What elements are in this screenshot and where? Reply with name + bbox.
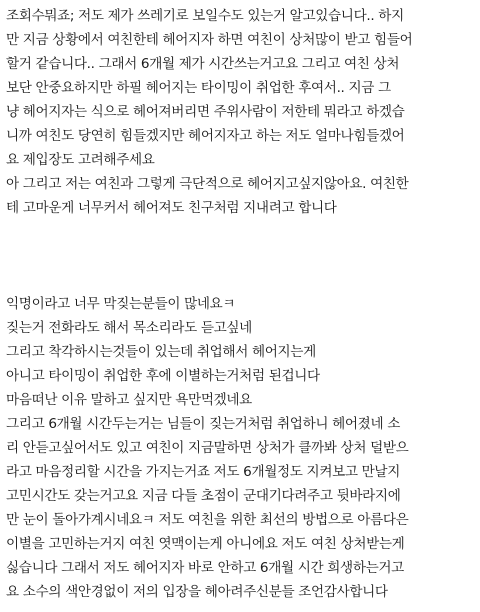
text-line: 라고 마음정리할 시간을 가지는거죠 저도 6개월정도 지켜보고 만날지: [6, 464, 400, 480]
text-line: 테 고마운게 너무커서 헤어져도 친구처럼 지내려고 합니다: [6, 200, 337, 216]
text-line: 할거 같습니다.. 그래서 6개월 제가 시간쓰는거고요 그리고 여친 상처: [6, 56, 400, 72]
text-line: 만 눈이 돌아가계시네요ㅋ 저도 여친을 위한 최선의 방법으로 아름다은: [6, 512, 409, 528]
text-line: 익명이라고 너무 막짖는분들이 많네요ㅋ: [6, 296, 236, 312]
text-line: 짖는거 전화라도 해서 목소리라도 듣고싶네: [6, 320, 252, 336]
text-line: 냥 헤어지자는 식으로 헤어져버리면 주위사람이 저한테 뭐라고 하겠습: [6, 104, 405, 120]
text-line: 리 안듣고싶어서도 있고 여친이 지금말하면 상처가 클까봐 상처 덜받으: [6, 440, 409, 456]
text-line: 아니고 타이밍이 취업한 후에 이별하는거처럼 된겁니다: [6, 368, 320, 384]
text-line: 마음떠난 이유 말하고 싶지만 욕만먹겠네요: [6, 392, 252, 408]
text-line: 보단 안중요하지만 하필 헤어지는 타이밍이 취업한 후여서.. 지금 그: [6, 80, 391, 96]
text-line: 요 제입장도 고려해주세요: [6, 152, 155, 168]
text-line: 이별을 고민하는거지 여친 엿맥이는게 아니에요 저도 여친 상처받는게: [6, 536, 405, 552]
text-line: 아 그리고 저는 여친과 그렇게 극단적으로 헤어지고싶지않아요. 여친한: [6, 176, 409, 192]
post-body: [6, 4, 476, 604]
paragraph-1: [6, 4, 476, 220]
paragraph-spacer: [6, 220, 476, 292]
text-line: 그리고 6개월 시간두는거는 님들이 짖는거처럼 취업하니 헤어졌네 소: [6, 416, 400, 432]
text-line: 조회수뭐죠; 저도 제가 쓰레기로 보일수도 있는거 알고있습니다.. 하지: [6, 8, 404, 24]
text-line: 고민시간도 갖는거고요 지금 다들 초점이 군대기다려주고 뒷바라지에: [6, 488, 401, 504]
text-line: 싫습니다 그래서 저도 헤어지자 바로 안하고 6개월 시간 희생하는거고: [6, 560, 404, 576]
text-line: 그리고 착각하시는것들이 있는데 취업해서 헤어지는게: [6, 344, 316, 360]
text-line: 요 소수의 색안경없이 저의 입장을 헤아려주신분들 조언감사합니다: [6, 584, 388, 600]
paragraph-2: [6, 292, 476, 604]
text-line: 만 지금 상황에서 여친한테 헤어지자 하면 여친이 상처많이 받고 힘들어: [6, 32, 413, 48]
text-line: 니까 여친도 당연히 힘들겠지만 헤어지자고 하는 저도 얼마나힘들겠어: [6, 128, 405, 144]
